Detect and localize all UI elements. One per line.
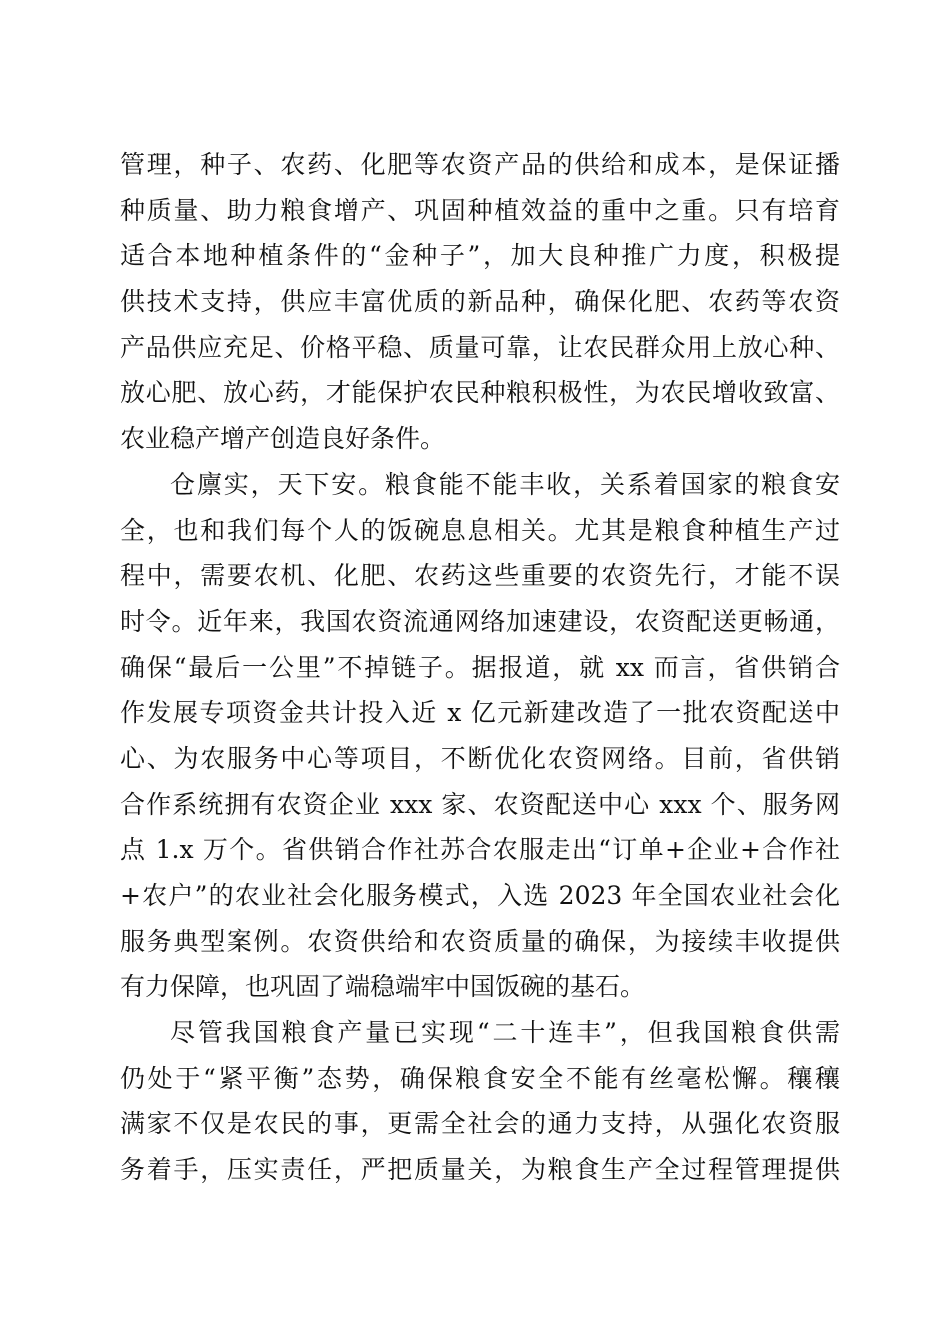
paragraph-3	[120, 1010, 840, 1193]
text-line: 种质量、助力粮食增产、巩固种植效益的重中之重。只有培育	[120, 195, 840, 225]
text-line: 满家不仅是农民的事，更需全社会的通力支持，从强化农资服	[120, 1109, 840, 1139]
text-line: 有力保障，也巩固了端稳端牢中国饭碗的基石。	[120, 972, 646, 1002]
text-line: 全，也和我们每个人的饭碗息息相关。尤其是粮食种植生产过	[120, 515, 840, 545]
text-line: 农业稳产增产创造良好条件。	[120, 424, 446, 454]
text-line: +农户”的农业社会化服务模式，入选 2023 年全国农业社会化	[120, 881, 840, 910]
text-line: 合作系统拥有农资企业 xxx 家、农资配送中心 xxx 个、服务网	[120, 789, 840, 819]
text-line: 仓廪实，天下安。粮食能不能丰收，关系着国家的粮食安	[170, 469, 840, 499]
text-line: 点 1.x 万个。省供销合作社苏合农服走出“订单+企业+合作社	[120, 835, 840, 865]
text-line: 放心肥、放心药，才能保护农民种粮积极性，为农民增收致富、	[120, 378, 840, 408]
text-line: 确保“最后一公里”不掉链子。据报道，就 xx 而言，省供销合	[120, 652, 840, 682]
text-line: 程中，需要农机、化肥、农药这些重要的农资先行，才能不误	[120, 561, 840, 591]
text-line: 供技术支持，供应丰富优质的新品种，确保化肥、农药等农资	[120, 287, 840, 317]
text-line: 产品供应充足、价格平稳、质量可靠，让农民群众用上放心种、	[120, 332, 840, 362]
paragraph-1	[120, 142, 840, 462]
text-line: 适合本地种植条件的“金种子”，加大良种推广力度，积极提	[120, 241, 840, 271]
document-body	[120, 142, 840, 1193]
text-line: 仍处于“紧平衡”态势，确保粮食安全不能有丝毫松懈。穰穰	[120, 1063, 840, 1093]
text-line: 服务典型案例。农资供给和农资质量的确保，为接续丰收提供	[120, 926, 840, 956]
text-line: 时令。近年来，我国农资流通网络加速建设，农资配送更畅通，	[120, 606, 840, 636]
text-line: 心、为农服务中心等项目，不断优化农资网络。目前，省供销	[120, 743, 840, 773]
text-line: 务着手，压实责任，严把质量关，为粮食生产全过程管理提供	[120, 1155, 840, 1185]
text-line: 作发展专项资金共计投入近 x 亿元新建改造了一批农资配送中	[120, 698, 840, 728]
paragraph-2	[120, 462, 840, 1010]
text-line: 尽管我国粮食产量已实现“二十连丰”，但我国粮食供需	[170, 1018, 840, 1048]
text-line: 管理，种子、农药、化肥等农资产品的供给和成本，是保证播	[120, 150, 840, 179]
